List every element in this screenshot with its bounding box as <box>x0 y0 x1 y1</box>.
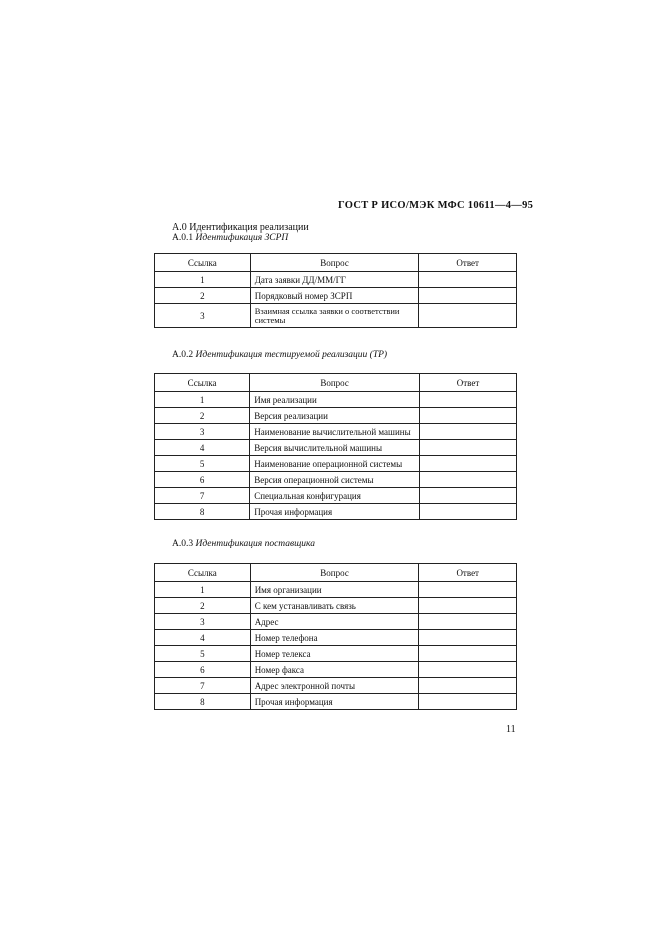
ref-cell: 1 <box>155 272 251 288</box>
question-cell: Наименование вычислительной машины <box>250 424 420 440</box>
table-header-row <box>155 254 517 272</box>
ref-cell: 7 <box>155 488 250 504</box>
ref-cell: 3 <box>155 304 251 328</box>
answer-cell[interactable] <box>419 488 516 504</box>
question-cell: Наименование операционной системы <box>250 456 420 472</box>
table-row <box>155 488 517 504</box>
answer-cell[interactable] <box>419 408 516 424</box>
question-cell: Адрес электронной почты <box>250 678 419 694</box>
ref-cell: 3 <box>155 614 251 630</box>
question-cell: Номер телекса <box>250 646 419 662</box>
table-row <box>155 304 517 328</box>
table-row <box>155 504 517 520</box>
ref-cell: 4 <box>155 440 250 456</box>
column-header-ref: Ссылка <box>155 254 251 272</box>
table-row <box>155 392 517 408</box>
question-cell: Прочая информация <box>250 694 419 710</box>
table-row <box>155 440 517 456</box>
subsection-number: A.0.1 <box>172 233 194 243</box>
question-cell: Взаимная ссылка заявки о соответствии системы <box>250 304 419 328</box>
table-row <box>155 662 517 678</box>
question-cell: Дата заявки ДД/ММ/ГГ <box>250 272 419 288</box>
column-header-answer: Ответ <box>419 254 517 272</box>
question-cell: Имя реализации <box>250 392 420 408</box>
answer-cell[interactable] <box>419 456 516 472</box>
table-row <box>155 598 517 614</box>
subsection-number: A.0.3 <box>172 539 194 549</box>
document-code: ГОСТ Р ИСО/МЭК МФС 10611—4—95 <box>338 200 534 211</box>
answer-cell[interactable] <box>419 598 517 614</box>
column-header-ref: Ссылка <box>155 374 250 392</box>
table-row <box>155 694 517 710</box>
table-header-row <box>155 564 517 582</box>
table-a02 <box>154 373 517 520</box>
question-cell: Версия вычислительной машины <box>250 440 420 456</box>
section-title: А.0 Идентификация реализации <box>172 222 309 233</box>
table-row <box>155 472 517 488</box>
answer-cell[interactable] <box>419 662 517 678</box>
question-cell: С кем устанавливать связь <box>250 598 419 614</box>
subsection-title-a01 <box>172 233 288 243</box>
subsection-text: Идентификация поставщика <box>195 539 316 549</box>
table-row <box>155 424 517 440</box>
answer-cell[interactable] <box>419 678 517 694</box>
table-row <box>155 614 517 630</box>
table-row <box>155 646 517 662</box>
table-a01 <box>154 253 517 328</box>
ref-cell: 8 <box>155 694 251 710</box>
table-row <box>155 582 517 598</box>
table-row <box>155 630 517 646</box>
table-row <box>155 456 517 472</box>
subsection-title-a03 <box>172 539 315 549</box>
ref-cell: 4 <box>155 630 251 646</box>
answer-cell[interactable] <box>419 614 517 630</box>
ref-cell: 5 <box>155 646 251 662</box>
column-header-ref: Ссылка <box>155 564 251 582</box>
answer-cell[interactable] <box>419 472 516 488</box>
table-row <box>155 288 517 304</box>
ref-cell: 1 <box>155 582 251 598</box>
answer-cell[interactable] <box>419 440 516 456</box>
answer-cell[interactable] <box>419 392 516 408</box>
table-row <box>155 272 517 288</box>
table-row <box>155 678 517 694</box>
answer-cell[interactable] <box>419 646 517 662</box>
subsection-text: Идентификация тестируемой реализации (ТР) <box>195 350 388 360</box>
subsection-text: Идентификация ЗСРП <box>195 233 289 243</box>
answer-cell[interactable] <box>419 694 517 710</box>
answer-cell[interactable] <box>419 630 517 646</box>
column-header-answer: Ответ <box>419 374 516 392</box>
subsection-title-a02 <box>172 350 387 360</box>
question-cell: Специальная конфигурация <box>250 488 420 504</box>
ref-cell: 5 <box>155 456 250 472</box>
ref-cell: 3 <box>155 424 250 440</box>
column-header-question: Вопрос <box>250 374 420 392</box>
question-cell: Прочая информация <box>250 504 420 520</box>
question-cell: Порядковый номер ЗСРП <box>250 288 419 304</box>
question-cell: Версия реализации <box>250 408 420 424</box>
question-cell: Имя организации <box>250 582 419 598</box>
answer-cell[interactable] <box>419 582 517 598</box>
table-row <box>155 408 517 424</box>
ref-cell: 2 <box>155 288 251 304</box>
subsection-number: A.0.2 <box>172 350 194 360</box>
question-cell: Номер телефона <box>250 630 419 646</box>
question-cell: Адрес <box>250 614 419 630</box>
ref-cell: 8 <box>155 504 250 520</box>
answer-cell[interactable] <box>419 272 517 288</box>
answer-cell[interactable] <box>419 304 517 328</box>
question-cell: Номер факса <box>250 662 419 678</box>
column-header-question: Вопрос <box>250 564 419 582</box>
page-number: 11 <box>506 724 516 735</box>
question-cell: Версия операционной системы <box>250 472 420 488</box>
table-header-row <box>155 374 517 392</box>
column-header-answer: Ответ <box>419 564 517 582</box>
answer-cell[interactable] <box>419 504 516 520</box>
answer-cell[interactable] <box>419 288 517 304</box>
column-header-question: Вопрос <box>250 254 419 272</box>
ref-cell: 7 <box>155 678 251 694</box>
ref-cell: 2 <box>155 408 250 424</box>
ref-cell: 6 <box>155 662 251 678</box>
table-a03 <box>154 563 517 710</box>
answer-cell[interactable] <box>419 424 516 440</box>
ref-cell: 6 <box>155 472 250 488</box>
ref-cell: 1 <box>155 392 250 408</box>
ref-cell: 2 <box>155 598 251 614</box>
